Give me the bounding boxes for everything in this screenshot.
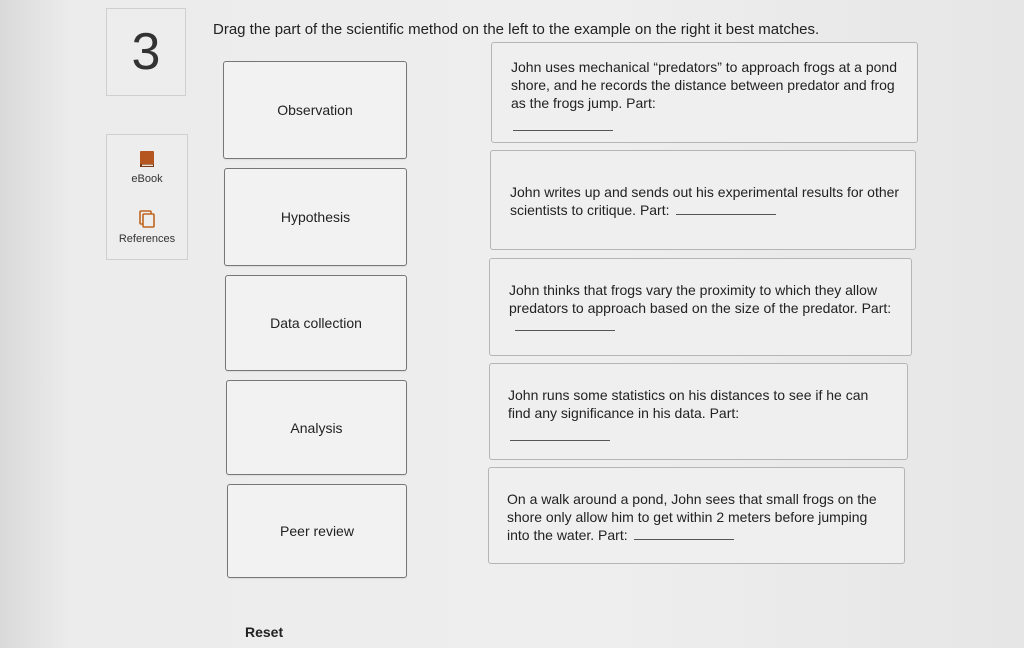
drag-item-analysis[interactable]	[226, 380, 407, 475]
target-text: On a walk around a pond, John sees that small frogs on the shore only allow him to get within 2 meters before jumping into the water. Part:	[507, 491, 877, 543]
question-number: 3	[106, 8, 186, 96]
target-text: John runs some statistics on his distances to see if he can find any significance in his data. Part:	[508, 386, 878, 441]
target-box-3[interactable]	[489, 258, 912, 356]
drag-item-label: Observation	[277, 102, 353, 118]
answer-blank[interactable]	[676, 202, 776, 215]
references-label: References	[118, 233, 176, 245]
drag-item-label: Hypothesis	[280, 209, 351, 225]
references-button[interactable]	[107, 209, 187, 245]
target-box-4[interactable]	[489, 363, 908, 460]
ebook-button[interactable]	[107, 149, 187, 185]
drag-item-hypothesis[interactable]	[224, 168, 407, 266]
reset-button[interactable]: Reset	[245, 624, 284, 640]
answer-blank[interactable]	[515, 318, 615, 331]
ebook-label: eBook	[131, 173, 163, 185]
drag-item-observation[interactable]	[223, 61, 407, 159]
target-box-1[interactable]	[491, 42, 918, 143]
answer-blank[interactable]	[513, 118, 613, 131]
target-text: John thinks that frogs vary the proximity to which they allow predators to approach based on the size of the predator. Part:	[509, 281, 899, 335]
target-text: John writes up and sends out his experimental results for other scientists to critique. Part:	[510, 184, 900, 218]
documents-icon	[137, 209, 157, 229]
drag-item-data-collection[interactable]	[225, 275, 407, 371]
drag-item-peer-review[interactable]	[227, 484, 407, 578]
answer-blank[interactable]	[634, 527, 734, 540]
drag-item-label: Data collection	[270, 315, 362, 331]
tool-panel	[106, 134, 188, 260]
drag-item-label: Analysis	[290, 419, 343, 436]
instruction-text: Drag the part of the scientific method on the left to the example on the right it best matches.	[213, 21, 820, 38]
book-icon	[137, 149, 157, 169]
target-text: John uses mechanical “predators” to approach frogs at a pond shore, and he records the distance between predator and frog as the frogs jump. Part:	[511, 58, 901, 131]
answer-blank[interactable]	[510, 428, 610, 441]
target-box-5[interactable]	[488, 467, 905, 564]
target-box-2[interactable]	[490, 150, 916, 250]
drag-item-label: Peer review	[280, 523, 354, 539]
